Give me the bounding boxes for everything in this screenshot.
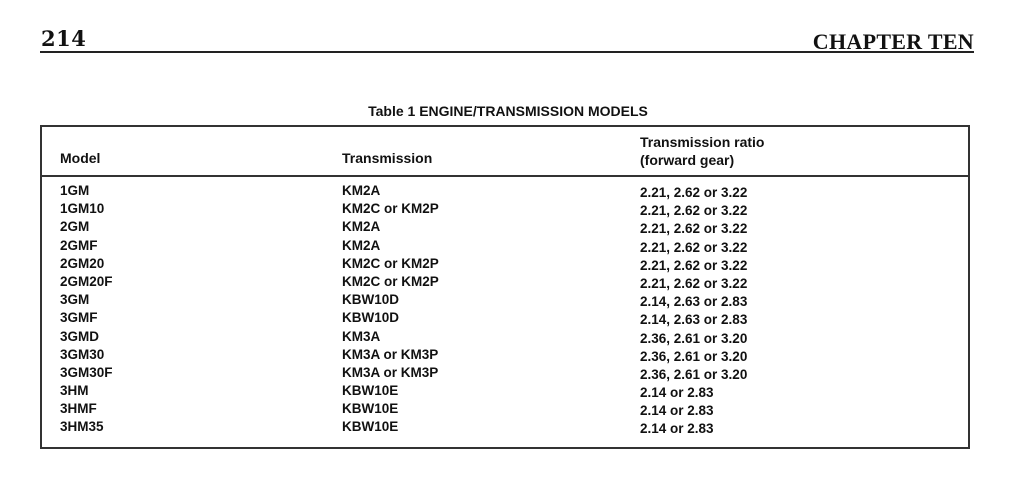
cell-transmission: KM2A [342, 219, 381, 235]
cell-transmission: KBW10D [342, 292, 400, 308]
table-row [42, 291, 968, 309]
cell-model: 1GM10 [60, 201, 105, 217]
column-header-ratio [640, 133, 764, 169]
table-row [42, 418, 968, 436]
cell-ratio: 2.21, 2.62 or 3.22 [640, 203, 748, 219]
table-row [42, 218, 968, 236]
cell-model: 3GM30 [60, 346, 105, 362]
table-row [42, 182, 968, 200]
table-row [42, 346, 968, 364]
cell-model: 3GM30F [60, 364, 113, 380]
cell-ratio: 2.36, 2.61 or 3.20 [640, 366, 748, 382]
cell-ratio: 2.21, 2.62 or 3.22 [640, 221, 748, 237]
cell-transmission: KM2A [342, 183, 381, 198]
column-header-ratio-line2: (forward gear) [640, 152, 735, 168]
cell-model: 3GM [60, 292, 90, 308]
column-header-model: Model [60, 150, 101, 166]
cell-model: 3GMD [60, 328, 100, 344]
table-row [42, 200, 968, 218]
cell-model: 2GMF [60, 237, 98, 253]
table-row [42, 382, 968, 400]
cell-transmission: KBW10E [342, 401, 399, 417]
cell-model: 1GM [60, 183, 90, 198]
cell-transmission: KBW10E [342, 419, 399, 435]
cell-model: 2GM20F [60, 273, 113, 289]
models-table [40, 125, 970, 449]
cell-ratio: 2.14 or 2.83 [640, 421, 714, 437]
cell-model: 2GM [60, 219, 90, 235]
table-row [42, 328, 968, 346]
cell-ratio: 2.36, 2.61 or 3.20 [640, 330, 748, 346]
cell-transmission: KBW10D [342, 310, 400, 326]
cell-transmission: KM2A [342, 237, 381, 253]
table-body [42, 182, 968, 437]
cell-ratio: 2.14 or 2.83 [640, 385, 714, 401]
page-number: 214 [41, 26, 87, 51]
table-row [42, 255, 968, 273]
table-caption: Table 1 ENGINE/TRANSMISSION MODELS [368, 103, 648, 119]
cell-transmission: KM3A or KM3P [342, 346, 439, 362]
table-row [42, 364, 968, 382]
cell-ratio: 2.36, 2.61 or 3.20 [640, 348, 748, 364]
table-row [42, 237, 968, 255]
cell-transmission: KM3A or KM3P [342, 364, 439, 380]
table-row [42, 400, 968, 418]
cell-ratio: 2.21, 2.62 or 3.22 [640, 185, 748, 200]
header-rule [40, 51, 974, 53]
table-row [42, 309, 968, 327]
cell-transmission: KM2C or KM2P [342, 273, 439, 289]
column-header-ratio-line1: Transmission ratio [640, 134, 765, 150]
cell-model: 3HM [60, 383, 89, 399]
cell-transmission: KM2C or KM2P [342, 201, 439, 217]
table-row [42, 273, 968, 291]
cell-transmission: KBW10E [342, 383, 399, 399]
cell-model: 3HM35 [60, 419, 104, 435]
cell-ratio: 2.14 or 2.83 [640, 403, 714, 419]
cell-ratio: 2.14, 2.63 or 2.83 [640, 294, 748, 310]
cell-model: 3HMF [60, 401, 97, 417]
cell-ratio: 2.14, 2.63 or 2.83 [640, 312, 748, 328]
cell-ratio: 2.21, 2.62 or 3.22 [640, 257, 748, 273]
cell-transmission: KM2C or KM2P [342, 255, 439, 271]
cell-model: 3GMF [60, 310, 98, 326]
cell-ratio: 2.21, 2.62 or 3.22 [640, 239, 748, 255]
column-header-transmission: Transmission [342, 150, 433, 166]
cell-model: 2GM20 [60, 255, 105, 271]
cell-transmission: KM3A [342, 328, 381, 344]
chapter-title: CHAPTER TEN [812, 29, 974, 54]
cell-ratio: 2.21, 2.62 or 3.22 [640, 275, 748, 291]
header-divider [42, 175, 968, 177]
